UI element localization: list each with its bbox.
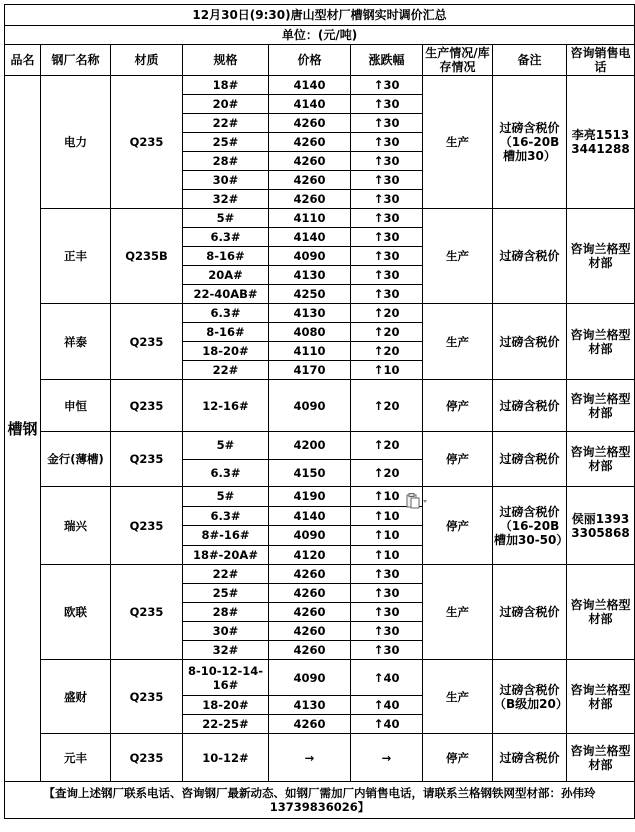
change-value: 10	[383, 547, 400, 562]
up-arrow-icon: ↑	[373, 465, 384, 480]
change-cell	[351, 247, 423, 266]
spec-cell: 6.3#	[183, 304, 269, 323]
contact-cell: 李亮15133441288	[567, 76, 635, 209]
spec-cell: 8-16#	[183, 323, 269, 342]
price-cell: 4090	[269, 660, 351, 696]
spec-cell: 8-16#	[183, 247, 269, 266]
change-cell	[351, 285, 423, 304]
change-value: →	[381, 750, 392, 765]
up-arrow-icon: ↑	[373, 567, 384, 581]
price-cell: 4140	[269, 95, 351, 114]
price-cell: 4260	[269, 114, 351, 133]
table-row	[5, 304, 635, 323]
change-cell	[351, 323, 423, 342]
price-cell: 4260	[269, 133, 351, 152]
price-cell: 4260	[269, 190, 351, 209]
mill-name: 正丰	[41, 209, 111, 304]
change-value: 30	[383, 192, 400, 206]
up-arrow-icon: ↑	[373, 586, 384, 600]
table-row	[5, 432, 635, 460]
change-cell	[351, 304, 423, 323]
spec-cell: 22#	[183, 565, 269, 584]
table-row	[5, 487, 635, 507]
change-cell	[351, 715, 423, 734]
remark-cell: 过磅含税价	[493, 734, 567, 782]
price-cell: 4090	[269, 380, 351, 432]
change-value: 30	[383, 97, 400, 111]
price-cell: 4080	[269, 323, 351, 342]
change-cell	[351, 622, 423, 641]
change-value: 40	[383, 698, 400, 712]
spec-cell: 18#	[183, 76, 269, 95]
price-sheet	[4, 4, 631, 819]
change-cell	[351, 545, 423, 565]
spec-cell: 6.3#	[183, 228, 269, 247]
up-arrow-icon: ↑	[373, 344, 384, 358]
change-cell	[351, 190, 423, 209]
up-arrow-icon: ↑	[373, 508, 384, 523]
change-value: 30	[383, 605, 400, 619]
header-material: 材质	[111, 45, 183, 76]
up-arrow-icon: ↑	[373, 325, 384, 339]
change-cell	[351, 660, 423, 696]
contact-cell: 侯丽13933305868	[567, 487, 635, 565]
up-arrow-icon: ↑	[373, 116, 384, 130]
spec-cell: 32#	[183, 190, 269, 209]
status-cell: 生产	[423, 209, 493, 304]
price-cell: 4260	[269, 715, 351, 734]
change-cell	[351, 526, 423, 546]
change-cell	[351, 266, 423, 285]
change-cell	[351, 641, 423, 660]
paste-options-button[interactable]	[406, 493, 430, 509]
change-cell	[351, 76, 423, 95]
change-value: 30	[383, 211, 400, 225]
change-value: 30	[383, 116, 400, 130]
change-cell	[351, 361, 423, 380]
status-cell: 停产	[423, 487, 493, 565]
change-value: 30	[383, 287, 400, 301]
price-cell: 4260	[269, 171, 351, 190]
spec-cell: 6.3#	[183, 459, 269, 487]
spec-cell: 20#	[183, 95, 269, 114]
change-cell	[351, 584, 423, 603]
spec-cell: 30#	[183, 171, 269, 190]
status-cell: 生产	[423, 76, 493, 209]
status-cell: 生产	[423, 304, 493, 380]
change-value: 10	[383, 508, 400, 523]
paste-options-icon	[406, 493, 430, 509]
price-cell: 4130	[269, 266, 351, 285]
header-status: 生产情况/库存情况	[423, 45, 493, 76]
status-cell: 停产	[423, 380, 493, 432]
spec-cell: 5#	[183, 209, 269, 228]
spec-cell: 5#	[183, 487, 269, 507]
table-row	[5, 76, 635, 95]
mill-name: 祥泰	[41, 304, 111, 380]
change-cell	[351, 603, 423, 622]
up-arrow-icon: ↑	[373, 306, 384, 320]
change-value: 30	[383, 230, 400, 244]
header-mill: 钢厂名称	[41, 45, 111, 76]
remark-cell: 过磅含税价（B级加20）	[493, 660, 567, 734]
change-value: 20	[383, 325, 400, 339]
change-cell	[351, 734, 423, 782]
status-cell: 停产	[423, 432, 493, 487]
material: Q235	[111, 487, 183, 565]
spec-cell: 18-20#	[183, 696, 269, 715]
price-cell: 4140	[269, 76, 351, 95]
spec-cell: 18-20#	[183, 342, 269, 361]
up-arrow-icon: ↑	[373, 249, 384, 263]
spec-cell: 25#	[183, 133, 269, 152]
change-value: 20	[383, 398, 400, 413]
spec-cell: 22#	[183, 114, 269, 133]
spec-cell: 30#	[183, 622, 269, 641]
change-cell	[351, 133, 423, 152]
material: Q235	[111, 660, 183, 734]
up-arrow-icon: ↑	[373, 78, 384, 92]
table-row	[5, 734, 635, 782]
price-cell: 4130	[269, 304, 351, 323]
up-arrow-icon: ↑	[373, 173, 384, 187]
remark-cell: 过磅含税价	[493, 432, 567, 487]
header-contact: 咨询销售电话	[567, 45, 635, 76]
mill-name: 金行(薄槽)	[41, 432, 111, 487]
price-cell: 4260	[269, 622, 351, 641]
price-cell: 4250	[269, 285, 351, 304]
contact-cell: 咨询兰格型材部	[567, 209, 635, 304]
change-value: 30	[383, 249, 400, 263]
remark-cell: 过磅含税价（16-20B槽加30-50）	[493, 487, 567, 565]
change-value: 30	[383, 567, 400, 581]
change-cell	[351, 342, 423, 361]
sheet-title: 12月30日(9:30)唐山型材厂槽钢实时调价汇总	[5, 5, 635, 26]
header-change: 涨跌幅	[351, 45, 423, 76]
change-value: 30	[383, 78, 400, 92]
header-remark: 备注	[493, 45, 567, 76]
table-row	[5, 380, 635, 432]
status-cell: 生产	[423, 660, 493, 734]
change-cell	[351, 209, 423, 228]
change-cell	[351, 114, 423, 133]
change-value: 30	[383, 586, 400, 600]
up-arrow-icon: ↑	[373, 547, 384, 562]
up-arrow-icon: ↑	[373, 211, 384, 225]
change-value: 30	[383, 643, 400, 657]
change-value: 40	[383, 717, 400, 731]
price-cell: 4260	[269, 152, 351, 171]
spec-cell: 32#	[183, 641, 269, 660]
up-arrow-icon: ↑	[373, 489, 384, 504]
spec-cell: 12-16#	[183, 380, 269, 432]
up-arrow-icon: ↑	[373, 192, 384, 206]
spec-cell: 8#-16#	[183, 526, 269, 546]
change-value: 10	[383, 363, 400, 377]
unit-label: 单位：(元/吨)	[5, 26, 635, 45]
price-cell: 4090	[269, 247, 351, 266]
table-row	[5, 565, 635, 584]
status-cell: 生产	[423, 565, 493, 660]
price-cell: 4260	[269, 603, 351, 622]
remark-cell: 过磅含税价	[493, 565, 567, 660]
change-cell	[351, 459, 423, 487]
remark-cell: 过磅含税价	[493, 209, 567, 304]
change-value: 30	[383, 268, 400, 282]
change-cell	[351, 380, 423, 432]
up-arrow-icon: ↑	[373, 717, 384, 731]
change-cell	[351, 432, 423, 460]
material: Q235B	[111, 209, 183, 304]
price-cell: 4260	[269, 641, 351, 660]
material: Q235	[111, 380, 183, 432]
contact-cell: 咨询兰格型材部	[567, 660, 635, 734]
price-cell: 4140	[269, 228, 351, 247]
up-arrow-icon: ↑	[373, 268, 384, 282]
price-cell: 4200	[269, 432, 351, 460]
spec-cell: 28#	[183, 603, 269, 622]
spec-cell: 22-40AB#	[183, 285, 269, 304]
spec-cell: 5#	[183, 432, 269, 460]
price-cell: 4260	[269, 584, 351, 603]
mill-name: 盛财	[41, 660, 111, 734]
price-cell: 4260	[269, 565, 351, 584]
material: Q235	[111, 304, 183, 380]
mill-name: 欧联	[41, 565, 111, 660]
change-cell	[351, 565, 423, 584]
material: Q235	[111, 734, 183, 782]
change-cell	[351, 228, 423, 247]
spec-cell: 25#	[183, 584, 269, 603]
footer-row	[5, 782, 635, 819]
up-arrow-icon: ↑	[373, 624, 384, 638]
change-value: 20	[383, 438, 400, 453]
contact-cell: 咨询兰格型材部	[567, 380, 635, 432]
header-price: 价格	[269, 45, 351, 76]
price-cell: 4120	[269, 545, 351, 565]
change-value: 20	[383, 306, 400, 320]
change-value: 30	[383, 154, 400, 168]
table-row	[5, 660, 635, 696]
spec-cell: 22-25#	[183, 715, 269, 734]
remark-cell: 过磅含税价	[493, 380, 567, 432]
status-cell: 停产	[423, 734, 493, 782]
price-cell: 4190	[269, 487, 351, 507]
header-category: 品名	[5, 45, 41, 76]
price-table	[4, 4, 635, 819]
price-cell: 4130	[269, 696, 351, 715]
price-cell: 4110	[269, 209, 351, 228]
change-value: 10	[383, 489, 400, 504]
header-spec: 规格	[183, 45, 269, 76]
mill-name: 电力	[41, 76, 111, 209]
spec-cell: 22#	[183, 361, 269, 380]
up-arrow-icon: ↑	[373, 438, 384, 453]
spec-cell: 6.3#	[183, 506, 269, 526]
up-arrow-icon: ↑	[373, 528, 384, 543]
up-arrow-icon: ↑	[373, 670, 384, 685]
up-arrow-icon: ↑	[373, 287, 384, 301]
spec-cell: 20A#	[183, 266, 269, 285]
price-cell: 4140	[269, 506, 351, 526]
up-arrow-icon: ↑	[373, 605, 384, 619]
up-arrow-icon: ↑	[373, 698, 384, 712]
up-arrow-icon: ↑	[373, 363, 384, 377]
change-cell	[351, 95, 423, 114]
change-value: 20	[383, 344, 400, 358]
material: Q235	[111, 76, 183, 209]
change-cell	[351, 152, 423, 171]
up-arrow-icon: ↑	[373, 97, 384, 111]
spec-cell: 18#-20A#	[183, 545, 269, 565]
remark-cell: 过磅含税价（16-20B槽加30）	[493, 76, 567, 209]
change-value: 30	[383, 624, 400, 638]
up-arrow-icon: ↑	[373, 135, 384, 149]
change-value: 30	[383, 173, 400, 187]
up-arrow-icon: ↑	[373, 230, 384, 244]
price-cell: 4090	[269, 526, 351, 546]
contact-cell: 咨询兰格型材部	[567, 432, 635, 487]
change-value: 40	[383, 670, 400, 685]
material: Q235	[111, 432, 183, 487]
up-arrow-icon: ↑	[373, 398, 384, 413]
up-arrow-icon: ↑	[373, 154, 384, 168]
change-cell	[351, 696, 423, 715]
mill-name: 元丰	[41, 734, 111, 782]
change-cell	[351, 171, 423, 190]
category-cell: 槽钢	[5, 76, 41, 782]
contact-cell: 咨询兰格型材部	[567, 565, 635, 660]
contact-cell: 咨询兰格型材部	[567, 304, 635, 380]
table-row	[5, 209, 635, 228]
price-cell: 4110	[269, 342, 351, 361]
remark-cell: 过磅含税价	[493, 304, 567, 380]
footer-note: 【查询上述钢厂联系电话、咨询钢厂最新动态、如钢厂需加厂内销售电话，请联系兰格钢铁网型材部：孙伟玲13739836026】	[5, 782, 635, 819]
change-value: 30	[383, 135, 400, 149]
mill-name: 瑞兴	[41, 487, 111, 565]
spec-cell: 10-12#	[183, 734, 269, 782]
price-cell: 4150	[269, 459, 351, 487]
change-value: 10	[383, 528, 400, 543]
price-cell: →	[269, 734, 351, 782]
mill-name: 申恒	[41, 380, 111, 432]
change-value: 20	[383, 465, 400, 480]
material: Q235	[111, 565, 183, 660]
contact-cell: 咨询兰格型材部	[567, 734, 635, 782]
spec-cell: 8-10-12-14-16#	[183, 660, 269, 696]
up-arrow-icon: ↑	[373, 643, 384, 657]
spec-cell: 28#	[183, 152, 269, 171]
price-cell: 4170	[269, 361, 351, 380]
